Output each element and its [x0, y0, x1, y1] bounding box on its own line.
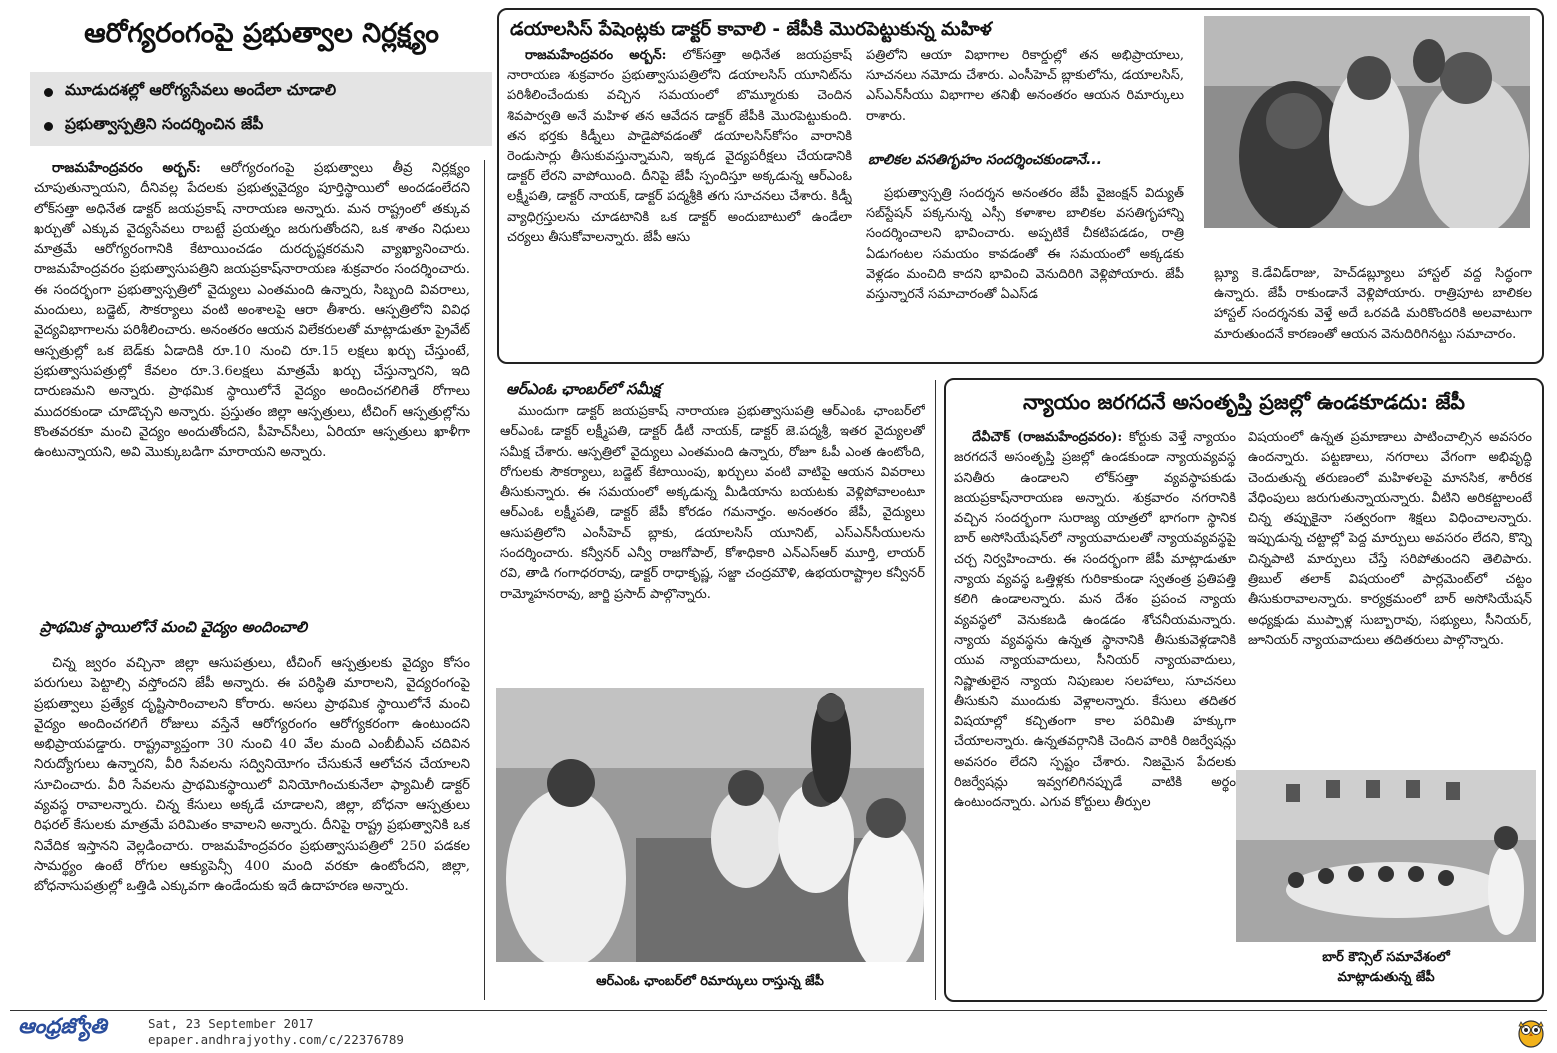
footer-date: Sat, 23 September 2017 — [148, 1016, 314, 1031]
bullet-item — [30, 75, 492, 109]
article3-subhead: ఆర్ఎంఓ ఛాంబర్‌లో సమీక్ష — [506, 380, 661, 398]
dialysis-visit-photo — [1204, 16, 1530, 228]
article4-photo — [1236, 770, 1536, 942]
article2-col3 — [1214, 264, 1532, 356]
article3-caption: ఆర్ఎంఓ ఛాంబర్‌లో రిమార్కులు రాస్తున్న జేపీ — [596, 974, 824, 989]
article1-para1: ఆరోగ్యరంగంపై ప్రభుత్వాలు తీవ్ర నిర్లక్ష్యం చూపుతున్నాయని, దీనివల్ల పేదలకు ప్రభుత్వవైద్యం పూర్తిస్థాయిలో అందడంలేదని లోక్‌సత్తా అధినేత డాక్టర్ జయప్రకాష్ నారాయణ అన్నారు. మన రాష్ట్రంలో తక్కువ ఖర్చుతో ఎక్కువ వైద్యసేవలు రాబట్టే ప్రయత్నం జరుగుతోందని, ఒక శాతం నిధులు మాత్రమే ఆరోగ్యరంగానికి కేటాయించడం దురదృష్టకరమని వ్యాఖ్యానించారు. రాజమహేంద్రవరం ప్రభుత్వాసుపత్రిని జయప్రకాష్‌నారాయణ శుక్రవారం సందర్శించారు. ఈ సందర్భంగా ప్రభుత్వాస్పత్రిలో వైద్యులు ఎంతమంది ఉన్నారు, సిబ్బంది వివరాలు, మందులు, బడ్జెట్, సౌకర్యాలు వంటి అంశాలపై ఆరా తీశారు. ఆస్పత్రిలోని వివిధ వైద్యవిభాగాలను పరిశీలించారు. అనంతరం ఆయన విలేకరులతో మాట్లాడుతూ ప్రైవేట్ ఆస్పత్రుల్లో ఒక బెడ్‌కు ఏడాదికి రూ.10 నుంచి రూ.15 లక్షలు ఖర్చు చేస్తుంటే, ప్రభుత్వాసుపత్రుల్లో కేవలం రూ.3.6లక్షలు మాత్రమే ఖర్చు చేస్తున్నారని, ఇది దారుణమని అన్నారు. ప్రాథమిక స్థాయిలోనే వైద్యం అందించగలిగితే రోగాలు ముదరకుండా చూడొచ్చని అన్నారు. ప్రస్తుతం జిల్లా ఆస్పత్రులు, టీచింగ్ ఆస్పత్రుల్లోను కొంతవరకూ మంచి వైద్యం అందుతోందని, పీహెచ్‌సీలు, ఏరియా ఆస్పత్రులు ఖాళీగా ఉంటున్నాయని, అవి మొక్కుబడిగా మారాయని అన్నారు. — [34, 161, 470, 461]
article3-text: ముందుగా డాక్టర్ జయప్రకాష్ నారాయణ ప్రభుత్వాసుపత్రి ఆర్ఎంఓ ఛాంబర్‌లో ఆర్ఎంఓ డాక్టర్ లక్ష్మీపతి, డాక్టర్ డీటీ నాయక్, డాక్టర్ జె.పద్మశ్రీ, ఇతర వైద్యులతో సమీక్ష చేశారు. ఆస్పత్రిలో వైద్యులు ఎంతమంది ఉన్నారు, రోజూ ఓపీ ఎంత ఉంటోంది, రోగులకు సౌకర్యాలు, బడ్జెట్ కేటాయింపు, ఖర్చులు వంటి వాటిపై ఆయన వివరాలు తీసుకున్నారు. ఈ సమయంలో అక్కడున్న మీడియాను బయటకు వెళ్లిపోవాలంటూ ఆర్ఎంఓ లక్ష్మీపతి, డాక్టర్ జేపీ కోరడం గమనార్హం. అనంతరం జేపీ, వైద్యులు ఆసుపత్రిలోని ఎంసీహెచ్ బ్లాకు, డయాలసిస్ యూనిట్, ఎస్ఎన్‌సీయులను సందర్శించారు. కన్వీనర్ ఎన్వీ రాజగోపాల్, కోశాధికారి ఎన్ఎస్ఆర్ మూర్తి, లాయర్ రవి, తాడి గంగాధరరావు, డాక్టర్ రాధాకృష్ణ, సజ్జా చంద్రమౌళి, ఉభయరాష్ట్రాల కన్వీనర్ రామ్మోహనరావు, జార్జి ప్రసాద్ పాల్గొన్నారు. — [500, 404, 925, 602]
owl-mascot-icon — [1516, 1016, 1546, 1048]
article2-col2b — [866, 184, 1184, 356]
column-divider — [484, 160, 485, 1000]
article4-byline: దేవీచౌక్ (రాజమహేంద్రవరం): — [972, 430, 1123, 445]
column-divider — [935, 380, 936, 1000]
article4-col1-text: కోర్టుకు వెళ్తే న్యాయం జరగదనే అసంతృప్తి ప్రజల్లో ఉండకుండా న్యాయవ్యవస్థ పనితీరు ఉండాలని లోక్‌సత్తా వ్యవస్థాపకుడు జయప్రకాష్‌నారాయణ అన్నారు. శుక్రవారం నగరానికి వచ్చిన సందర్భంగా సురాజ్య యాత్రలో భాగంగా స్థానిక బార్ అసోసియేషన్‌లో న్యాయవాదులతో న్యాయవ్యవస్థపై చర్చ నిర్వహించారు. ఈ సందర్భంగా జేపీ మాట్లాడుతూ న్యాయ వ్యవస్థ ఒత్తిళ్లకు గురికాకుండా స్వతంత్ర ప్రతిపత్తి కలిగి ఉండాలన్నారు. మన దేశం ప్రపంచ న్యాయ వ్యవస్థలో వెనుకబడి ఉండడం శోచనీయమన్నారు. న్యాయ వ్యవస్థను ఉన్నత స్థానానికి తీసుకువెళ్లడానికి యువ న్యాయవాదులు, సీనియర్ న్యాయవాదులు, నిష్ణాతులైన న్యాయ నిపుణుల సలహాలు, సూచనలు తీసుకుని ముందుకు వెళ్లాలన్నారు. కేసులు తదితర విషయాల్లో కచ్చితంగా కాల పరిమితి హక్కుగా చేయాలన్నారు. ఉన్నతవర్గానికి చెందిన వారికి రిజర్వేషన్లు అవసరం లేదని స్పష్టం చేశారు. నిజమైన పేదలకు రిజర్వేషన్లు ఇవ్వగలిగినప్పుడే వాటికి అర్థం ఉంటుందన్నారు. ఎగువ కోర్టులు తీర్పుల — [954, 430, 1236, 811]
article1-para2-text: చిన్న జ్వరం వచ్చినా జిల్లా ఆసుపత్రులు, టీచింగ్ ఆస్పత్రులకు వైద్యం కోసం పరుగులు పెట్టాల్సి వస్తోందని జేపీ అన్నారు. ఈ పరిస్థితి మారాలని, వైద్యరంగంపై ప్రభుత్వాలు ప్రత్యేక దృష్టిసారించాలని కోరారు. అసలు ప్రాథమిక స్థాయిలోనే మంచి వైద్యం అందించగలిగే రోజులు వస్తేనే ఆరోగ్యరంగం ఆరోగ్యకరంగా ఉంటుందని అభిప్రాయపడ్డారు. రాష్ట్రవ్యాప్తంగా 30 నుంచి 40 వేల మంది ఎంబీబీఎస్ చదివిన నిరుద్యోగులు ఉన్నారని, వీరి సేవలను సద్వినియోగం చేసుకునే ఆలోచన చేయాలని సూచించారు. వీరి సేవలను ప్రాథమికస్థాయిలో వినియోగించుకునేలా ఫ్యామిలీ డాక్టర్ వ్యవస్థ రావాలన్నారు. చిన్న కేసులు అక్కడే చూడాలని, జిల్లా, బోధనా ఆస్పత్రులు రిఫరల్ కేసులకు మాత్రమే పరిమితం కావాలని అన్నారు. దీనిపై రాష్ట్ర ప్రభుత్వానికి ఒక నివేదిక ఇస్తానని వెల్లడించారు. రాజమహేంద్రవరం ప్రభుత్వాసుపత్రిలో 250 పడకల సామర్థ్యం ఉంటే రోగుల ఆక్యుపెన్సీ 400 మంది వరకూ ఉంటోందని, జిల్లా, బోధనాసుపత్రుల్లో ఒత్తిడి ఎక్కువగా ఉండేందుకు ఇదే ఉదాహరణ అన్నారు. — [34, 656, 470, 895]
bullet-icon — [44, 88, 53, 97]
bar-council-meeting-photo — [1236, 770, 1536, 942]
article4-col2-text: విషయంలో ఉన్నత ప్రమాణాలు పాటించాల్సిన అవసరం ఉందన్నారు. పట్టణాలు, నగరాలు వేగంగా అభివృద్ధి చెందుతున్న తరుణంలో మహిళలపై మానసిక, శారీరక వేధింపులు జరుగుతున్నాయన్నారు. వీటిని అరికట్టాలంటే చిన్న తప్పుకైనా సత్వరంగా శిక్షలు విధించాలన్నారు. ఇప్పుడున్న చట్టాల్లో పెద్ద మార్పులు అవసరం లేదని, కొన్ని చిన్నపాటి మార్పులు చేస్తే సరిపోతుందని తెలిపారు. త్రిబుల్ తలాక్ విషయంలో పార్లమెంట్‌లో చట్టం తీసుకురావాలన్నారు. కార్యక్రమంలో బార్ అసోసియేషన్ అధ్యక్షుడు ముప్పాళ్ల సుబ్బారావు, సభ్యులు, సీనియర్, జూనియర్ న్యాయవాదులు తదితరులు పాల్గొన్నారు. — [1248, 430, 1532, 648]
article1-bullets — [30, 72, 492, 146]
article2-byline: రాజమహేంద్రవరం అర్బన్: — [525, 48, 667, 63]
article3-body — [500, 402, 925, 678]
article4-caption-line2: మాట్లాడుతున్న జేపీ — [1337, 970, 1435, 985]
article2-col1-text: లోక్‌సత్తా అధినేత జయప్రకాష్ నారాయణ శుక్రవారం ప్రభుత్వాసుపత్రిలోని డయాలసిస్ యూనిట్‌ను పరిశీలించేందుకు వచ్చిన సమయంలో బొమ్మూరుకు చెందిన శివపార్వతి అనే మహిళ తన ఆవేదన డాక్టర్ జేపీకి మొరపెట్టుకుంది. తన భర్తకు కిడ్నీలు పాడైపోవడంతో డయాలసిస్‌కోసం వారానికి రెండుసార్లు తీసుకువస్తున్నామని, ఇక్కడ వైద్యపరీక్షలు చేయడానికి డాక్టర్ లేరని వాపోయింది. దీనిపై జేపీ స్పందిస్తూ అక్కడున్న ఆర్ఎంఓ లక్ష్మీపతి, డాక్టర్ నాయక్, డాక్టర్ పద్మశ్రీకి తగు సూచనలు చేశారు. కిడ్నీ వ్యాధిగ్రస్తులను చూడటానికి ఒక డాక్టర్ అందుబాటులో ఉండేలా చర్యలు తీసుకోవాలన్నారు. జేపీ ఆసు — [507, 48, 852, 245]
article1-para2 — [34, 654, 470, 999]
article3-photo — [496, 688, 924, 962]
article1-byline: రాజమహేంద్రవరం అర్బన్: — [52, 160, 201, 176]
article2-col3-text: బ్ల్యూ కె.డేవిడ్‌రాజు, హెచ్‌డబ్ల్యూలు హాస్టల్ వద్ద సిద్ధంగా ఉన్నారు. జేపీ రాకుండానే వెళ్లిపోయారు. రాత్రిపూట బాలికల హాస్టల్ సందర్శనకు వెళ్తే అదే ఒరవడి మరికొందరికి అలవాటుగా మారుతుందనే కారణంతో ఆయన వెనుదిరిగినట్టు సమాచారం. — [1214, 266, 1532, 342]
bullet-item — [30, 109, 492, 143]
bullet-text: ప్రభుత్వాస్పత్రిని సందర్శించిన జేపీ — [65, 115, 264, 133]
rmo-chamber-photo — [496, 688, 924, 962]
article2-col1 — [507, 46, 852, 356]
article2-col2a-text: పత్రిలోని ఆయా విభాగాల రికార్డుల్లో తన అభిప్రాయాలు, సూచనలు నమోదు చేశారు. ఎంసీహెచ్ బ్లాకులోను, డయాలసిస్, ఎస్ఎన్‌సీయు విభాగాల తనిఖీ అనంతరం ఆయన రిమార్కులు రాశారు. — [866, 48, 1184, 124]
article2-subhead: బాలికల వసతిగృహం సందర్శించకుండానే... — [868, 152, 1102, 168]
article2-col2b-text: ప్రభుత్వాస్పత్రి సందర్శన అనంతరం జేపీ వైజంక్షన్ విద్యుత్ సబ్‌స్టేషన్ పక్కనున్న ఎస్సీ కళాశాల బాలికల వసతిగృహాన్ని సందర్శించాలని భావించారు. అప్పటికే చీకటిపడడం, రాత్రి ఏడుగంటల సమయం కావడంతో ఈ సమయంలో అక్కడకు వెళ్లడం మంచిది కాదని భావించి వెనుదిరిగి వెళ్లిపోయారు. జేపీ వస్తున్నారనే సమాచారంతో ఏఎస్‌డ — [866, 186, 1184, 303]
bullet-icon — [44, 122, 53, 131]
footer-url: epaper.andhrajyothy.com/c/22376789 — [148, 1032, 404, 1047]
bullet-text: మూడుదశల్లో ఆరోగ్యసేవలు అందేలా చూడాలి — [65, 81, 337, 99]
article2-photo — [1204, 16, 1530, 228]
article4-col2 — [1248, 428, 1532, 758]
article4-col1 — [954, 428, 1236, 996]
footer-rule — [10, 1010, 1547, 1011]
article1-subhead: ప్రాథమిక స్థాయిలోనే మంచి వైద్యం అందించాలి — [40, 618, 307, 636]
article4-caption — [1236, 948, 1536, 988]
article4-headline: న్యాయం జరగదనే అసంతృప్తి ప్రజల్లో ఉండకూడదు: జేపీ — [1022, 390, 1466, 414]
article2-col2a — [866, 46, 1184, 142]
publication-logo: ఆంధ్రజ్యోతి — [18, 1014, 107, 1038]
article1-headline: ఆరోగ్యరంగంపై ప్రభుత్వాల నిర్లక్ష్యం — [84, 18, 439, 49]
article1-body — [34, 158, 470, 608]
article2-headline: డయాలసిస్ పేషెంట్లకు డాక్టర్ కావాలి - జేపీకి మొరపెట్టుకున్న మహిళ — [510, 19, 992, 40]
article4-caption-line1: బార్ కౌన్సిల్ సమావేశంలో — [1322, 950, 1450, 965]
